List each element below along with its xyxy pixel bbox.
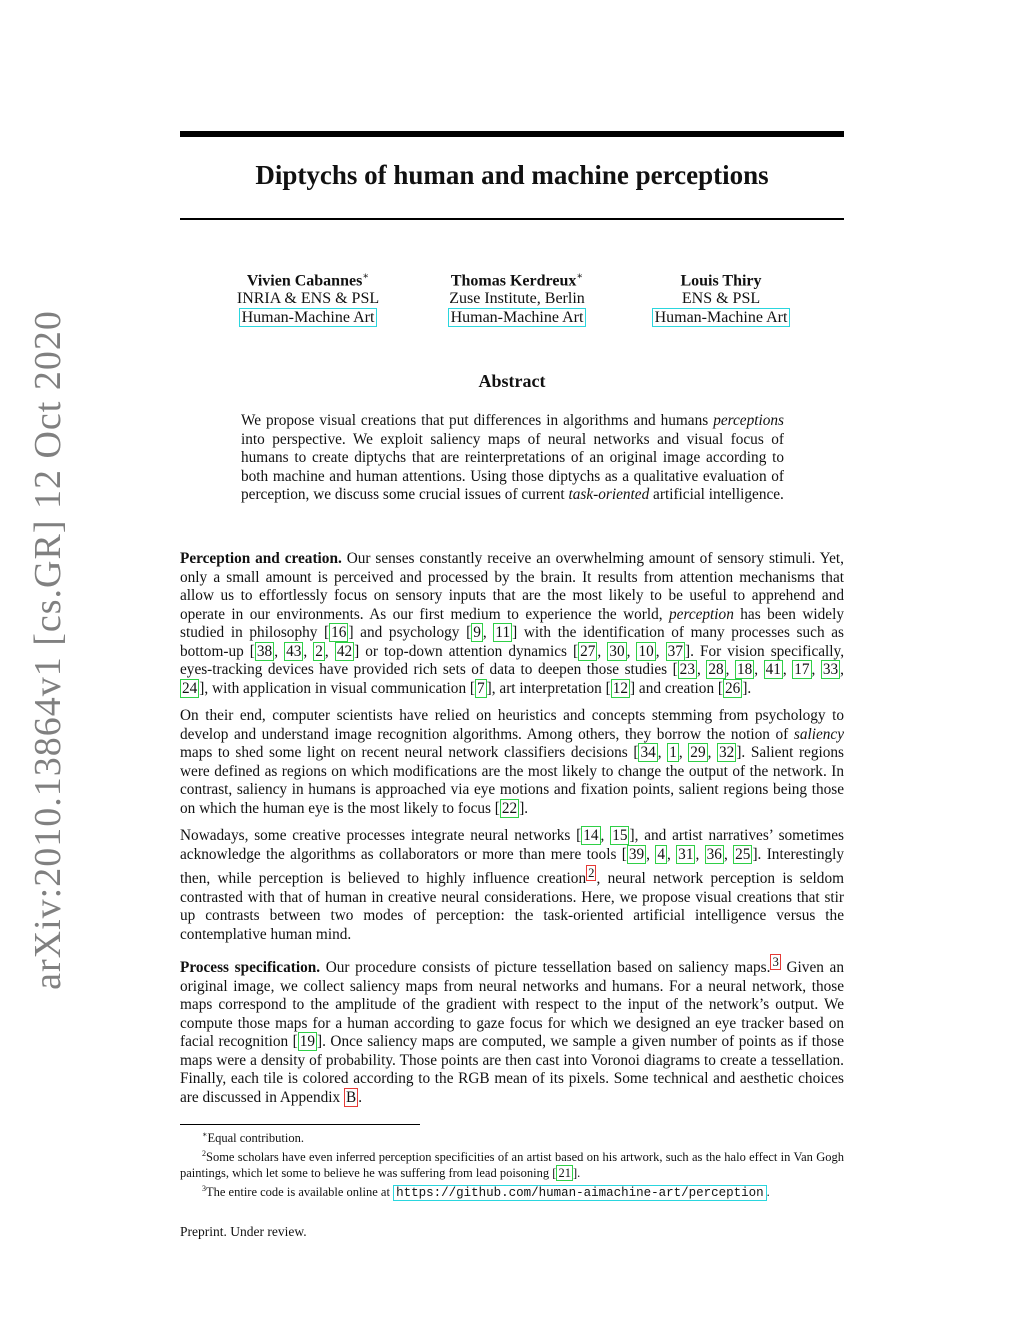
citation[interactable]: 12 <box>612 679 628 697</box>
author-link[interactable]: Human-Machine Art <box>652 308 791 327</box>
citation[interactable]: 31 <box>678 845 694 863</box>
citation[interactable]: 21 <box>558 1166 571 1181</box>
citation[interactable]: 33 <box>822 661 839 678</box>
footnote-ref[interactable]: 2 <box>588 866 595 880</box>
citation[interactable]: 36 <box>706 845 722 863</box>
citation[interactable]: 1 <box>669 744 677 761</box>
footnote-1: ∗Equal contribution. <box>202 1130 304 1146</box>
body-text <box>180 550 844 1116</box>
citation[interactable]: 30 <box>609 642 625 660</box>
citation[interactable]: 26 <box>725 679 741 697</box>
author-affiliation: Zuse Institute, Berlin <box>449 290 585 308</box>
citation[interactable]: 25 <box>735 845 751 863</box>
citation[interactable]: 7 <box>477 679 485 697</box>
author-name: Louis Thiry <box>680 272 762 290</box>
citation[interactable]: 23 <box>679 661 695 678</box>
citation[interactable]: 2 <box>315 642 323 660</box>
citation[interactable]: 42 <box>336 642 353 660</box>
preprint-footer: Preprint. Under review. <box>180 1224 307 1239</box>
title-top-rule <box>180 131 844 137</box>
appendix-link[interactable]: B <box>346 1088 357 1106</box>
run-in-heading: Process specification. <box>180 959 321 977</box>
citation[interactable]: 19 <box>299 1033 316 1051</box>
citation[interactable]: 32 <box>719 744 735 761</box>
author-name: Vivien Cabannes∗ <box>246 271 370 290</box>
footnote-2: $^2$Some scholars have even inferred perception specificities of an artist based on his artwork, such as the halo effect in Van Gogh paintings, which let some to believe he was suffering from lead poisoning [ 21 ]. <box>180 1149 844 1181</box>
author-2 <box>412 268 622 327</box>
footnote-ref[interactable]: 3 <box>772 955 779 970</box>
author-link[interactable]: Human-Machine Art <box>448 308 587 327</box>
author-1 <box>203 268 413 327</box>
code-url-link[interactable]: https://github.com/human-aimachine-art/perception <box>393 1185 767 1201</box>
author-3 <box>616 268 826 327</box>
abstract-text: We propose visual creations that put differences in algorithms and humans perceptions into perspective. We exploit saliency maps of neural networks and visual focus of humans to create diptychs that are reinterpretations of an original image according to both machine and human attentions. Using those diptychs as a qualitative evaluation of perception, we discuss some crucial issues of current task-oriented artificial intelligence. <box>241 412 784 503</box>
citation[interactable]: 39 <box>628 845 645 863</box>
author-name: Thomas Kerdreux∗ <box>450 271 584 290</box>
citation[interactable]: 41 <box>765 661 781 678</box>
citation[interactable]: 4 <box>657 845 665 863</box>
citation[interactable]: 14 <box>583 827 599 844</box>
title-bottom-rule <box>180 218 844 220</box>
footnote-3: $^3$The entire code is available online at https://github.com/human-aimachine-art/perception . <box>202 1184 770 1201</box>
author-link[interactable]: Human-Machine Art <box>239 308 378 327</box>
arxiv-side-stamp: arXiv:2010.13864v1 [cs.GR] 12 Oct 2020 <box>27 310 69 990</box>
citation[interactable]: 22 <box>501 799 518 817</box>
citation[interactable]: 9 <box>473 624 481 641</box>
citation[interactable]: 28 <box>708 661 724 678</box>
citation[interactable]: 29 <box>690 744 706 761</box>
citation[interactable]: 43 <box>286 642 302 660</box>
run-in-heading: Perception and creation. <box>180 550 342 567</box>
author-affiliation: INRIA & ENS & PSL <box>236 290 380 308</box>
paragraph-nowadays: Nowadays, some creative processes integrate neural networks [ 14 , 15 ], and artist narratives’ sometimes acknowledge the algorithms as collaborators or more than mere tools [ 39 , 4 , 31 , 36 , 25 ]. Interestingly then, while perception is believed to highly influence creation $^2$ , neural network perception is seldom contrasted with that of human in creative neural considerations. Here, we propose visual creations that stir up contrasts between two modes of perception: the task-oriented artificial intelligence versus the contemplative human mind. <box>180 827 845 943</box>
citation[interactable]: 11 <box>495 624 511 641</box>
citation[interactable]: 37 <box>667 642 683 660</box>
citation[interactable]: 38 <box>256 642 273 660</box>
abstract-heading: Abstract <box>478 371 546 391</box>
author-affiliation: ENS & PSL <box>681 290 761 308</box>
citation[interactable]: 15 <box>612 827 628 844</box>
citation[interactable]: 10 <box>638 642 654 660</box>
paragraph-process-specification: Process specification. Our procedure consists of picture tessellation based on saliency maps. $^3$ Given an original image, we collect saliency maps from neural networks and humans. For a neural network, those maps correspond to the amplitude of the gradient with respect to the input of the network’s output. We compute those maps for a human according to gaze focus for which we designed an eye tracker based on facial recognition [ 19 ]. Once saliency maps are computed, we sample a given number of points as if those maps were a density of probability. Those points are then cast into Voronoi diagrams to create a tessellation. Finally, each tile is colored according to the RGB mean of its pixels. Some technical and aesthetic choices are discussed in Appendix B . <box>180 955 845 1106</box>
paragraph-perception-creation: Perception and creation. Our senses constantly receive an overwhelming amount of sensory stimuli. Yet, only a small amount is perceived and processed by the brain. It results from attention mechanisms that allow us to effortlessly focus on sensory inputs that are the most likely to be useful to apprehend and operate in our environments. As our first medium to experience the world, perception has been widely studied in philosophy [ 16 ] and psychology [ 9 , 11 ] with the identification of many processes such as bottom-up [ 38 , 43 , 2 , 42 ] or top-down attention dynamics [ 27 , 30 , 10 , 37 ]. For vision specifically, eyes-tracking devices have provided rich sets of data to deepen those studies [ 23 , 28 , 18 , 41 , 17 , 33 , 24 ], with application in visual communication [ 7 ], art interpretation [ 12 ] and creation [ 26 ]. <box>180 550 845 697</box>
citation[interactable]: 17 <box>794 661 810 678</box>
citation[interactable]: 16 <box>331 624 347 641</box>
citation[interactable]: 34 <box>640 744 656 761</box>
footnotes <box>180 1124 844 1201</box>
citation[interactable]: 18 <box>736 661 753 678</box>
paragraph-computer-scientists: On their end, computer scientists have relied on heuristics and concepts stemming from psychology to develop and understand image recognition algorithms. Among others, they borrow the notion of saliency maps to shed some light on recent neural network classifiers decisions [ 34 , 1 , 29 , 32 ]. Salient regions were defined as regions on which modifications are the most likely to change the output of the network. In contrast, saliency in humans is approached via eye motions and fixation points, salient regions being those on which the human eye is the most likely to focus [ 22 ]. <box>180 707 844 817</box>
paper-title: Diptychs of human and machine perceptions <box>255 160 769 190</box>
footnote-rule <box>180 1124 420 1125</box>
citation[interactable]: 24 <box>182 679 198 697</box>
citation[interactable]: 27 <box>580 642 596 660</box>
